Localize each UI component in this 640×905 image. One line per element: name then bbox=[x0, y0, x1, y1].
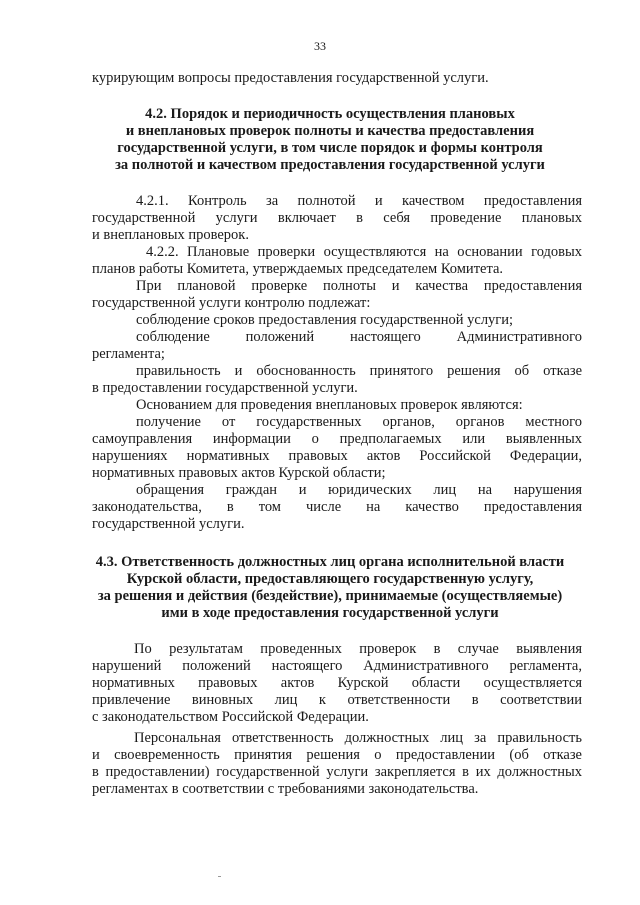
text-line: и своевременность принятия решения о предоставлении (об отказе bbox=[92, 747, 582, 763]
text-line: нарушений положений настоящего Административного регламента, bbox=[92, 658, 582, 674]
text-line: государственной услуги включает в себя проведение плановых bbox=[92, 210, 582, 226]
text-line: Персональная ответственность должностных лиц за правильность bbox=[134, 730, 582, 746]
text-line: правильность и обоснованность принятого решения об отказе bbox=[136, 363, 582, 379]
text-line: в предоставлении государственной услуги. bbox=[92, 380, 358, 396]
text-line: планов работы Комитета, утверждаемых председателем Комитета. bbox=[92, 261, 504, 277]
text-line: нормативных правовых актов Курской области; bbox=[92, 465, 386, 481]
heading-line: за полнотой и качеством предоставления государственной услуги bbox=[115, 157, 545, 173]
page-number: 33 bbox=[314, 39, 326, 53]
text-line: и внеплановых проверок. bbox=[92, 227, 249, 243]
text-line: 4.2.2. Плановые проверки осуществляются на основании годовых bbox=[146, 244, 582, 260]
heading-line: Курской области, предоставляющего государственную услугу, bbox=[126, 571, 534, 587]
text-line: По результатам проведенных проверок в случае выявления bbox=[134, 641, 582, 657]
text-line: нарушениях нормативных правовых актов Российской Федерации, bbox=[92, 448, 582, 464]
text-line: Основанием для проведения внеплановых проверок являются: bbox=[136, 397, 523, 413]
heading-line: государственной услуги, в том числе порядок и формы контроля bbox=[117, 140, 543, 156]
text-line: 4.2.1. Контроль за полнотой и качеством предоставления bbox=[136, 193, 582, 209]
text-line: в предоставлении) государственной услуги закрепляется в их должностных bbox=[92, 764, 582, 780]
text-line: При плановой проверке полноты и качества предоставления bbox=[136, 278, 582, 294]
continuation-line: курирующим вопросы предоставления государственной услуги. bbox=[92, 70, 489, 86]
heading-line: и внеплановых проверок полноты и качества предоставления bbox=[125, 123, 535, 139]
text-line: соблюдение сроков предоставления государственной услуги; bbox=[136, 312, 514, 328]
scan-speck bbox=[218, 876, 221, 877]
text-line: получение от государственных органов, органов местного bbox=[136, 414, 582, 430]
heading-line: за решения и действия (бездействие), принимаемые (осуществляемые) bbox=[97, 588, 563, 604]
text-line: обращения граждан и юридических лиц на нарушения bbox=[136, 482, 582, 498]
text-line: регламентах в соответствии с требованиями законодательства. bbox=[92, 781, 479, 797]
text-line: самоуправления информации о предполагаемых или выявленных bbox=[92, 431, 582, 447]
text-line: с законодательством Российской Федерации. bbox=[92, 709, 369, 725]
text-line: привлечение виновных лиц к ответственности в соответствии bbox=[92, 692, 582, 708]
text-line: соблюдение положений настоящего Административного bbox=[136, 329, 582, 345]
heading-line: 4.3. Ответственность должностных лиц органа исполнительной власти bbox=[95, 554, 565, 570]
text-line: нормативных правовых актов Курской области осуществляется bbox=[92, 675, 582, 691]
text-line: законодательства, в том числе на качество предоставления bbox=[92, 499, 582, 515]
text-line: государственной услуги. bbox=[92, 516, 245, 532]
text-line: регламента; bbox=[92, 346, 165, 362]
text-line: государственной услуги контролю подлежат: bbox=[92, 295, 371, 311]
heading-line: 4.2. Порядок и периодичность осуществления плановых bbox=[145, 106, 515, 122]
heading-line: ими в ходе предоставления государственной услуги bbox=[161, 605, 499, 621]
